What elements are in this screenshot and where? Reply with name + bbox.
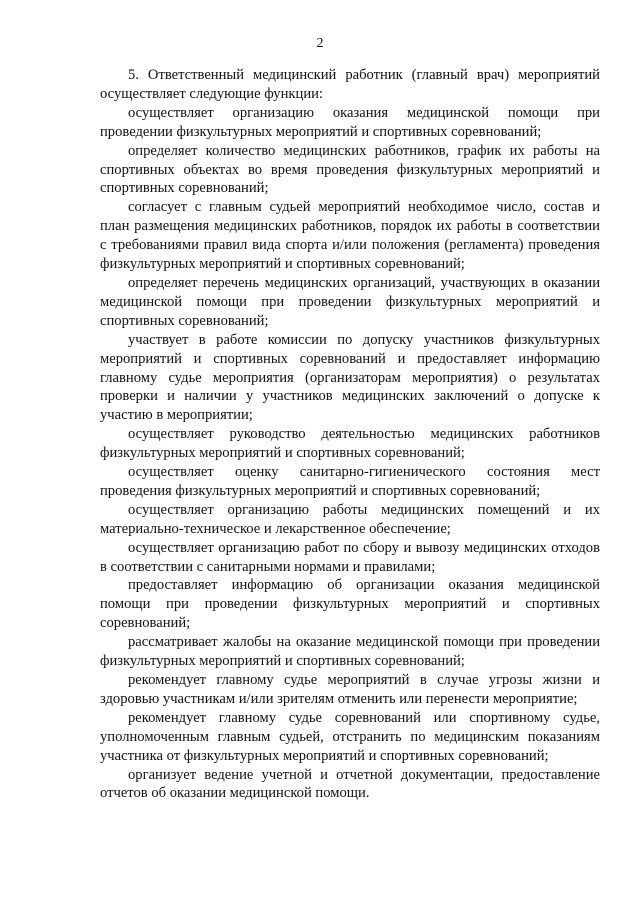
paragraph-section-5-intro: 5. Ответственный медицинский работник (главный врач) мероприятий осуществляет следующие функции: [100,67,600,102]
paragraph-function: осуществляет руководство деятельностью медицинских работников физкультурных мероприятий и спортивных соревнований; [100,426,600,462]
paragraph-function: предоставляет информацию об организации оказания медицинской помощи при проведении физкультурных мероприятий и спортивных соревнований; [100,577,600,632]
paragraph-function: согласует с главным судьей мероприятий необходимое число, состав и план размещения медицинских работников, порядок их работы в соответствии с требованиями правил вида спорта и/или положения (регламента) проведения физкультурных мероприятий и спортивных соревнований; [100,199,600,273]
paragraph-function: организует ведение учетной и отчетной документации, предоставление отчетов об оказании медицинской помощи. [100,766,600,802]
paragraph-function: осуществляет организацию оказания медицинской помощи при проведении физкультурных мероприятий и спортивных соревнований; [100,104,600,140]
paragraph-function: осуществляет организацию работы медицинских помещений и их материально-техническое и лекарственное обеспечение; [100,501,600,537]
paragraph-function: определяет количество медицинских работников, график их работы на спортивных объектах во время проведения физкультурных мероприятий и спортивных соревнований; [100,142,600,197]
paragraph-function: осуществляет организацию работ по сбору и вывозу медицинских отходов в соответствии с санитарными нормами и правилами; [100,539,600,575]
paragraph-function: определяет перечень медицинских организаций, участвующих в оказании медицинской помощи при проведении физкультурных мероприятий и спортивных соревнований; [100,274,600,329]
paragraph-function: осуществляет оценку санитарно-гигиенического состояния мест проведения физкультурных мероприятий и спортивных соревнований; [100,464,600,499]
paragraph-function: рекомендует главному судье соревнований или спортивному судье, уполномоченным главным судьей, отстранить по медицинским показаниям участника от физкультурных мероприятий и спортивных соревнований; [100,709,600,764]
paragraph-function: рекомендует главному судье мероприятий в случае угрозы жизни и здоровью участникам и/или зрителям отменить или перенести мероприятие; [100,672,600,707]
paragraph-function: рассматривает жалобы на оказание медицинской помощи при проведении физкультурных мероприятий и спортивных соревнований; [100,634,600,670]
document-body [100,66,600,803]
paragraph-function: участвует в работе комиссии по допуску участников физкультурных мероприятий и спортивных соревнований и предоставляет информацию главному судье мероприятия (организаторам мероприятия) о результатах проверки и наличии у участников медицинских заключений о допуске к участию в мероприятии; [100,331,600,424]
page-number: 2 [316,36,324,51]
